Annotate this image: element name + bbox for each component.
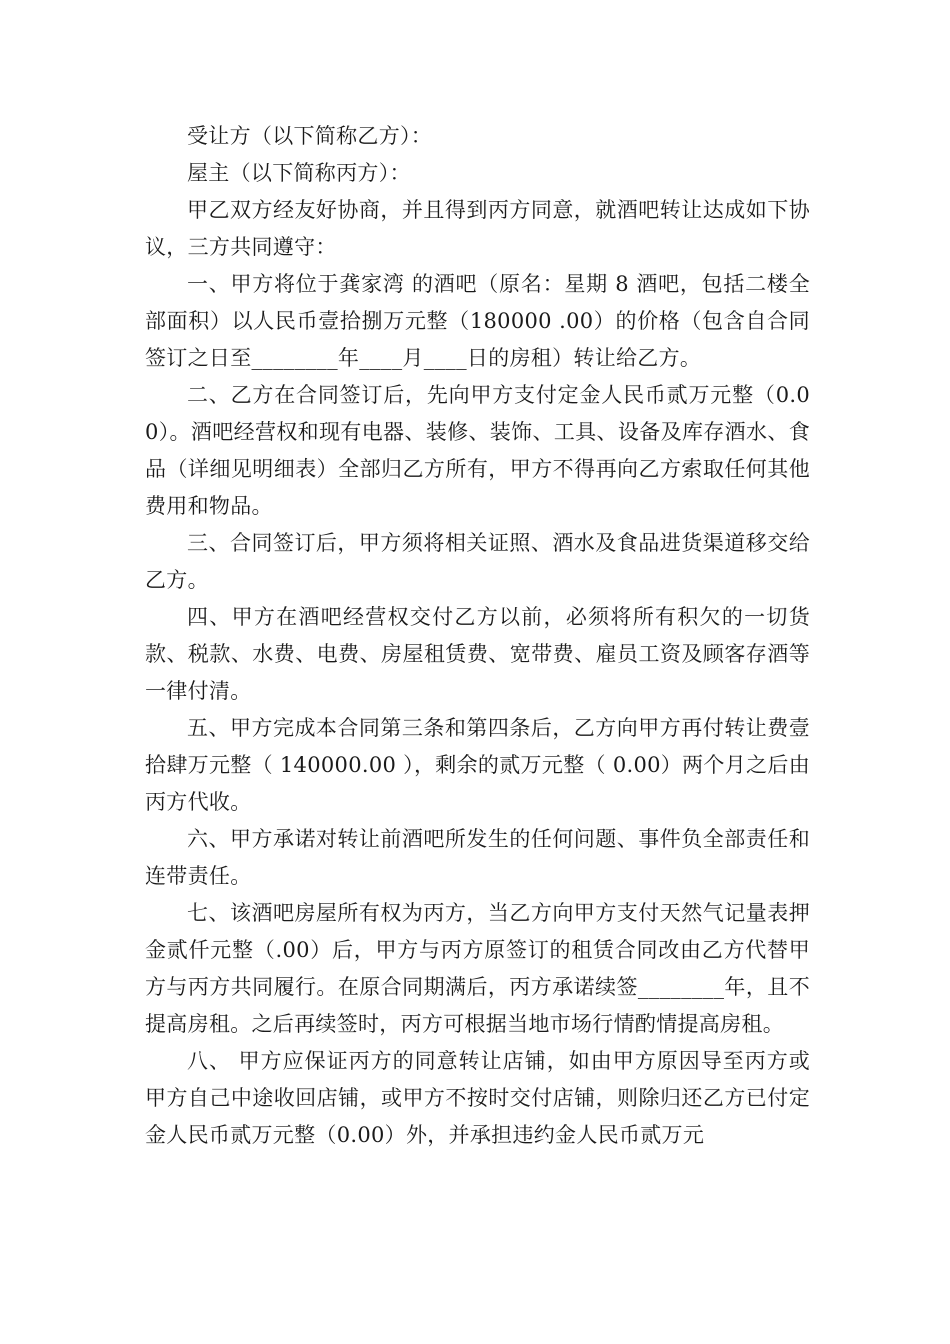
party-b-line: 受让方（以下简称乙方）： [187, 124, 433, 148]
preamble-paragraph: 甲乙双方经友好协商，并且得到丙方同意，就酒吧转让达成如下协议，三方共同遵守： [145, 198, 810, 259]
clause-3: 三、合同签订后，甲方须将相关证照、酒水及食品进货渠道移交给乙方。 [145, 531, 810, 592]
clause-2: 二、乙方在合同签订后，先向甲方支付定金人民币贰万元整（0.00）。酒吧经营权和现有电器、装修、装饰、工具、设备及库存酒水、食品（详细见明细表）全部归乙方所有，甲方不得再向乙方索取任何其他费用和物品。 [145, 383, 810, 518]
party-c-line: 屋主（以下简称丙方）： [187, 161, 411, 185]
document-body [145, 118, 810, 1154]
clause-5: 五、甲方完成本合同第三条和第四条后，乙方向甲方再付转让费壹拾肆万元整（ 140000.00 ），剩余的贰万元整（ 0.00）两个月之后由丙方代收。 [145, 716, 810, 814]
clause-7: 七、该酒吧房屋所有权为丙方，当乙方向甲方支付天然气记量表押金贰仟元整（.00）后，甲方与丙方原签订的租赁合同改由乙方代替甲方与丙方共同履行。在原合同期满后，丙方承诺续签________年，且不提高房租。之后再续签时，丙方可根据当地市场行情酌情提高房租。 [145, 901, 810, 1036]
clause-6: 六、甲方承诺对转让前酒吧所发生的任何问题、事件负全部责任和连带责任。 [145, 827, 810, 888]
clause-4: 四、甲方在酒吧经营权交付乙方以前，必须将所有积欠的一切货款、税款、水费、电费、房屋租赁费、宽带费、雇员工资及顾客存酒等一律付清。 [145, 605, 810, 703]
clause-1: 一、甲方将位于龚家湾 的酒吧（原名：星期 8 酒吧，包括二楼全部面积）以人民币壹拾捌万元整（180000 .00）的价格（包含自合同签订之日至________年____月____日的房租）转让给乙方。 [145, 272, 810, 370]
clause-8: 八、 甲方应保证丙方的同意转让店铺，如由甲方原因导至丙方或甲方自己中途收回店铺，或甲方不按时交付店铺，则除归还乙方已付定金人民币贰万元整（0.00）外，并承担违约金人民币贰万元 [145, 1049, 810, 1147]
